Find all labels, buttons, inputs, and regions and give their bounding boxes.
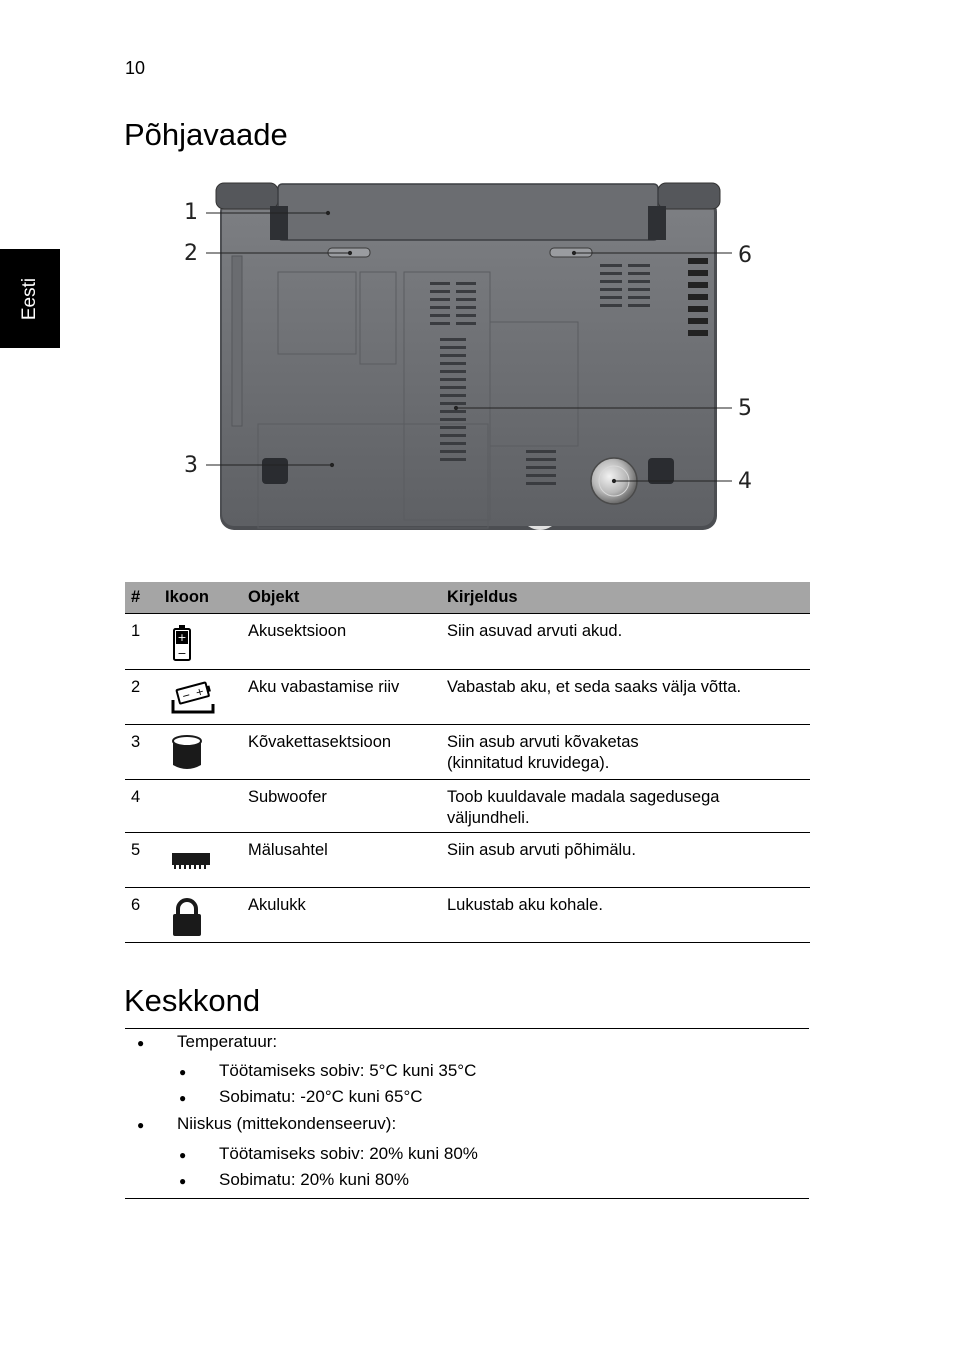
row-description: Siin asuvad arvuti akud. <box>447 622 623 640</box>
header-description: Kirjeldus <box>441 582 810 614</box>
row-num: 6 <box>125 888 159 943</box>
callout-4: 4 <box>738 469 752 494</box>
section-title-bottom-view: Põhjavaade <box>124 117 288 152</box>
table-row <box>125 614 810 670</box>
row-num: 3 <box>125 725 159 780</box>
callout-6: 6 <box>738 243 752 268</box>
row-description: Siin asub arvuti kõvaketas <box>447 733 639 751</box>
header-icon: Ikoon <box>159 582 242 614</box>
row-description: Siin asub arvuti põhimälu. <box>447 841 636 859</box>
callout-1: 1 <box>184 200 198 225</box>
table-header-row <box>125 582 810 614</box>
laptop-bottom-illustration <box>160 178 780 548</box>
laptop-body <box>216 183 720 530</box>
language-label: Eesti <box>19 277 40 321</box>
environment-list <box>125 1028 809 1199</box>
row-object: Subwoofer <box>242 780 441 833</box>
callout-3: 3 <box>184 453 198 478</box>
battery-release-icon <box>171 680 215 714</box>
list-item-humidity: Niiskus (mittekondenseeruv): <box>177 1114 397 1133</box>
list-subitem: Sobimatu: 20% kuni 80% <box>219 1170 409 1189</box>
list-subitem: Töötamiseks sobiv: 5°C kuni 35°C <box>219 1061 477 1080</box>
battery-icon <box>171 624 193 662</box>
bullet-icon: ● <box>137 1118 145 1132</box>
row-description: Toob kuuldavale madala sagedusega <box>447 788 720 806</box>
list-subitem: Sobimatu: -20°C kuni 65°C <box>219 1087 423 1106</box>
callout-5: 5 <box>738 396 752 421</box>
lock-icon <box>171 898 203 938</box>
bullet-icon: ● <box>179 1174 187 1188</box>
component-table <box>125 582 810 943</box>
svg-text:+: + <box>177 631 187 644</box>
language-side-tab <box>0 249 60 348</box>
list-subitem: Töötamiseks sobiv: 20% kuni 80% <box>219 1144 478 1163</box>
svg-text:−: − <box>177 647 187 660</box>
svg-text:+: + <box>194 686 206 700</box>
section-title-environment: Keskkond <box>124 983 261 1018</box>
table-row <box>125 725 810 780</box>
bullet-icon: ● <box>137 1036 145 1050</box>
row-num: 1 <box>125 614 159 670</box>
row-object: Akusektsioon <box>242 614 441 670</box>
table-row <box>125 780 810 833</box>
svg-text:−: − <box>180 689 192 703</box>
row-num: 4 <box>125 780 159 833</box>
table-row <box>125 833 810 888</box>
callout-2: 2 <box>184 241 198 266</box>
header-num: # <box>125 582 159 614</box>
row-description-2: (kinnitatud kruvidega). <box>447 754 610 772</box>
row-object: Aku vabastamise riiv <box>242 670 441 725</box>
row-num: 5 <box>125 833 159 888</box>
list-item-temperature: Temperatuur: <box>177 1032 278 1051</box>
memory-icon <box>171 843 211 871</box>
bullet-icon: ● <box>179 1148 187 1162</box>
page-number: 10 <box>125 58 146 78</box>
bullet-icon: ● <box>179 1091 187 1105</box>
header-object: Objekt <box>242 582 441 614</box>
table-row <box>125 888 810 943</box>
table-row <box>125 670 810 725</box>
row-description-2: väljundheli. <box>447 809 530 827</box>
hard-disk-icon <box>171 735 203 771</box>
bullet-icon: ● <box>179 1065 187 1079</box>
row-object: Mälusahtel <box>242 833 441 888</box>
row-object: Kõvakettasektsioon <box>242 725 441 780</box>
row-object: Akulukk <box>242 888 441 943</box>
row-description: Vabastab aku, et seda saaks välja võtta. <box>447 678 742 696</box>
row-description: Lukustab aku kohale. <box>447 896 603 914</box>
row-num: 2 <box>125 670 159 725</box>
